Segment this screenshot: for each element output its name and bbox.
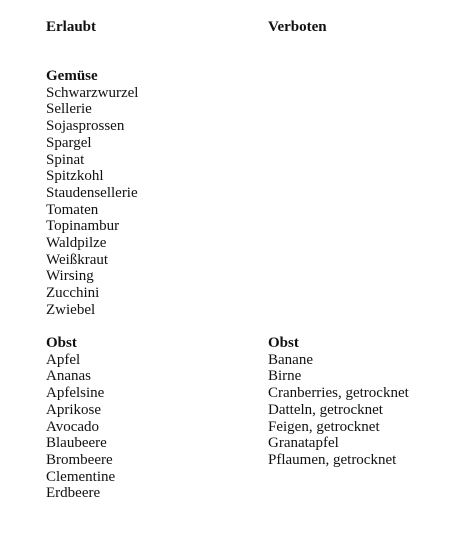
list-item: Weißkraut [46,251,109,268]
list-item: Banane [268,351,313,368]
list-item: Wirsing [46,268,94,285]
list-item: Spargel [46,134,92,151]
list-item: Cranberries, getrocknet [268,385,409,402]
list-item: Zwiebel [46,301,96,318]
list-item: Tomaten [46,201,99,218]
list-item: Avocado [46,418,100,435]
list-item: Zucchini [46,285,100,302]
allowed-vegetables-section [46,68,138,319]
allowed-vegetables-list [46,85,138,319]
list-item: Clementine [46,468,116,485]
list-item: Spitzkohl [46,168,104,185]
allowed-fruit-section [46,335,115,502]
list-item: Brombeere [46,451,113,468]
list-item: Ananas [46,368,91,385]
list-item: Blaubeere [46,435,107,452]
allowed-header: Erlaubt [46,19,97,35]
forbidden-fruit-section [268,335,409,469]
list-item: Spinat [46,151,85,168]
list-item: Granatapfel [268,435,339,452]
list-item: Pflaumen, getrocknet [268,451,397,468]
list-item: Topinambur [46,218,120,235]
allowed-fruit-list [46,352,115,502]
list-item: Aprikose [46,401,101,418]
allowed-fruit-heading: Obst [46,335,77,351]
list-item: Staudensellerie [46,184,138,201]
list-item: Waldpilze [46,235,107,252]
list-item: Datteln, getrocknet [268,401,383,418]
list-item: Apfelsine [46,385,105,402]
forbidden-header: Verboten [268,19,327,35]
list-item: Sellerie [46,101,92,118]
list-item: Erdbeere [46,485,101,502]
list-item: Feigen, getrocknet [268,418,380,435]
vegetables-heading: Gemüse [46,68,98,84]
list-item: Apfel [46,351,81,368]
forbidden-fruit-heading: Obst [268,335,299,351]
list-item: Birne [268,368,302,385]
forbidden-fruit-list [268,352,409,469]
list-item: Schwarzwurzel [46,84,139,101]
list-item: Sojasprossen [46,118,125,135]
